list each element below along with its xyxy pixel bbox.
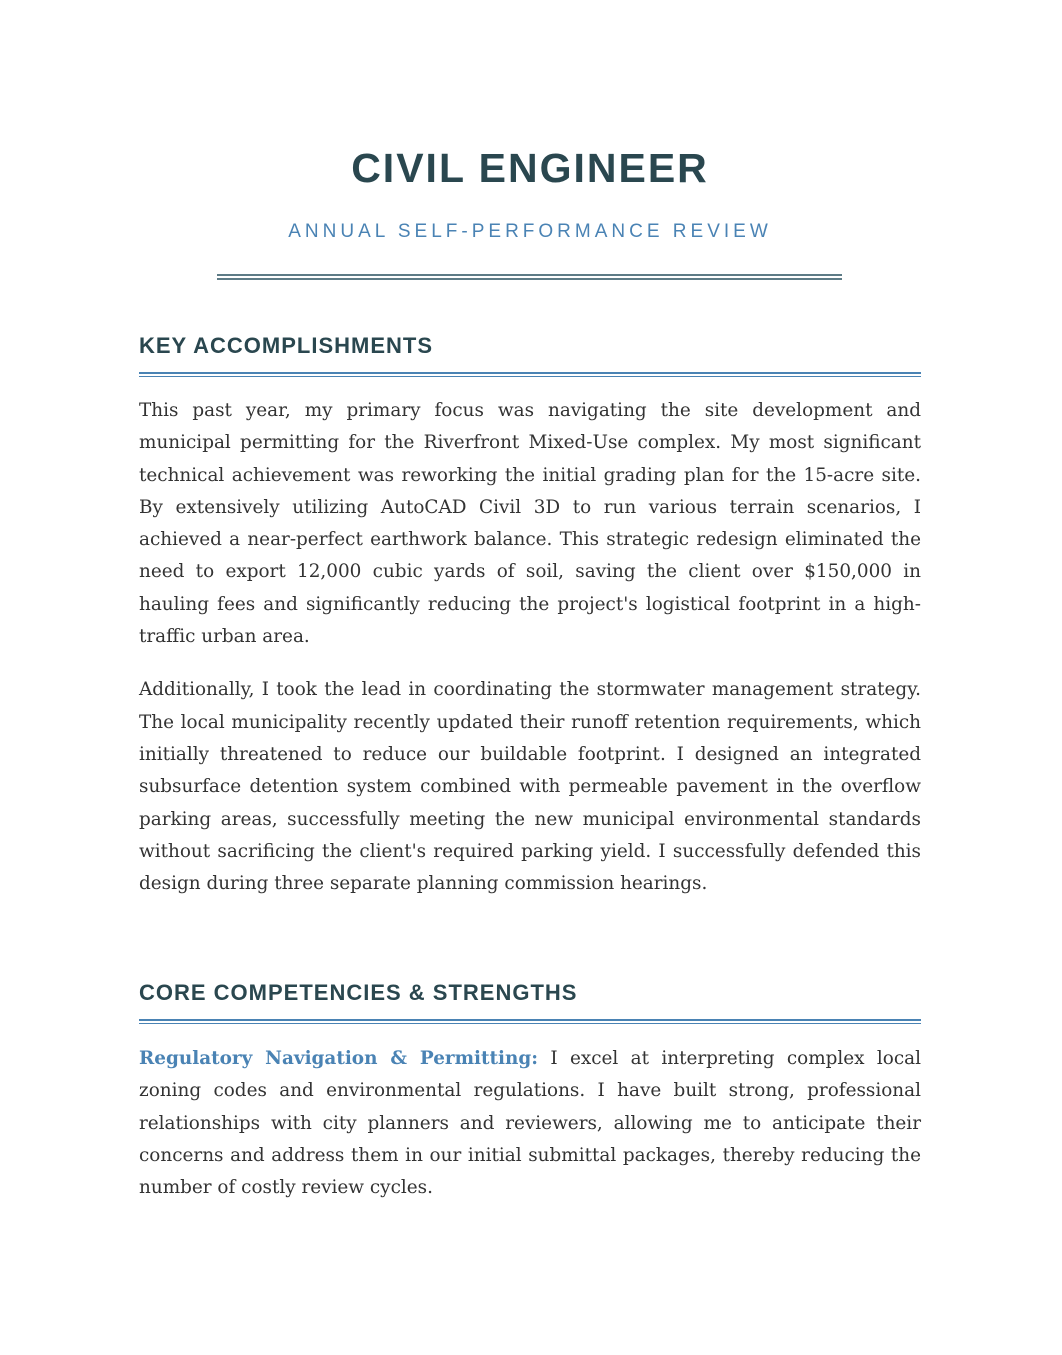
strength-label: Regulatory Navigation & Permitting: [139,1048,539,1069]
section-heading: CORE COMPETENCIES & STRENGTHS [139,980,578,1005]
section-heading: KEY ACCOMPLISHMENTS [139,333,434,358]
section-divider [139,1019,921,1024]
section-divider [139,372,921,377]
section-key-accomplishments [139,333,921,900]
strength-text: I excel at interpreting complex local zoning codes and environmental regulations. I have built strong, professional relationships with city planners and reviewers, allowing me to anticipate their concerns and address them in our initial submittal packages, thereby reducing the number of costly review cycles. [139,1048,921,1199]
strength-item [139,1043,921,1204]
title-divider [217,274,842,280]
document-title: CIVIL ENGINEER [351,145,709,191]
section-core-competencies [139,980,921,1204]
paragraph: This past year, my primary focus was navigating the site development and municipal permitting for the Riverfront Mixed-Use complex. My most significant technical achievement was reworking the initial grading plan for the 15-acre site. By extensively utilizing AutoCAD Civil 3D to run various terrain scenarios, I achieved a near-perfect earthwork balance. This strategic redesign eliminated the need to export 12,000 cubic yards of soil, saving the client over $150,000 in hauling fees and significantly reducing the project's logistical footprint in a high-traffic urban area. [139,400,921,648]
document-subtitle: ANNUAL SELF-PERFORMANCE REVIEW [288,221,772,242]
paragraph: Additionally, I took the lead in coordinating the stormwater management strategy. The local municipality recently updated their runoff retention requirements, which initially threatened to reduce our buildable footprint. I designed an integrated subsurface detention system combined with permeable pavement in the overflow parking areas, successfully meeting the new municipal environmental standards without sacrificing the client's required parking yield. I successfully defended this design during three separate planning commission hearings. [139,679,921,895]
